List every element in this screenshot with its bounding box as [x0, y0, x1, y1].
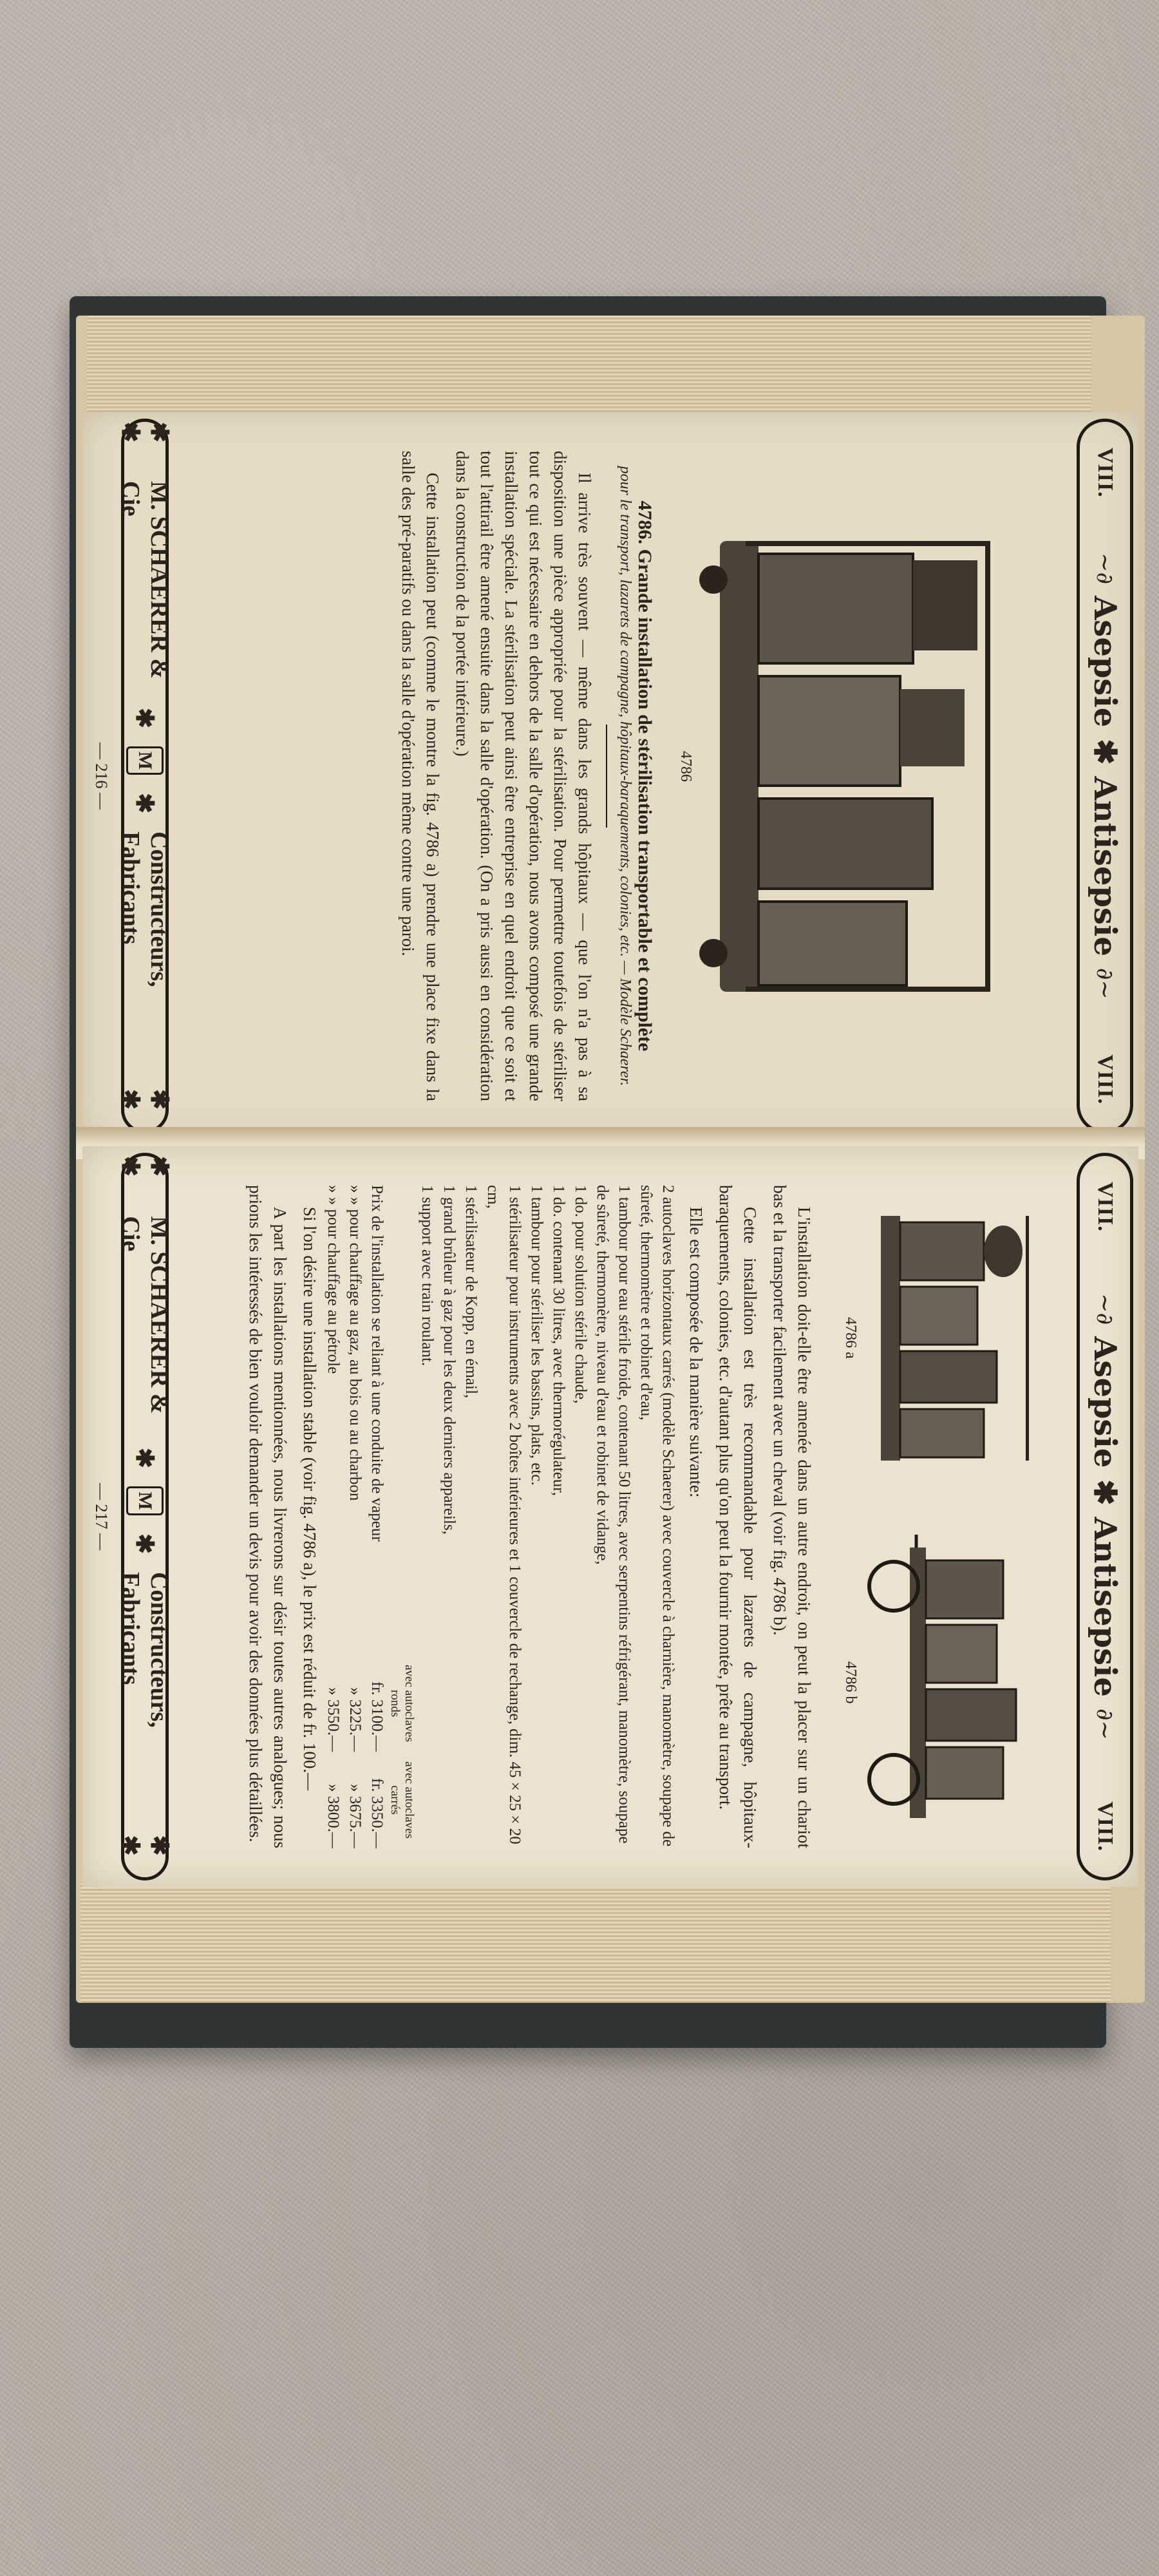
- list-item: 1 tambour pour eau stérile froide, contenant 50 litres, avec serpentins réfrigérant, manomètre, soupape de sûreté, thermomètre, niveau d'eau et robinet de vidange,: [594, 1185, 633, 1844]
- section-label-right: VIII.: [1093, 1054, 1117, 1104]
- monogram-logo-icon: M: [126, 1486, 164, 1515]
- asterisk-icon: ✱: [131, 1448, 158, 1468]
- asterisk-icon: ✱ ✱: [117, 1156, 173, 1177]
- swirl-ornament-icon: ~∂: [1091, 553, 1118, 585]
- paragraph: Elle est composée de la manière suivante:: [686, 1207, 706, 1498]
- left-page-header: [1077, 419, 1133, 1133]
- figure-4786a: [836, 1203, 1055, 1473]
- figure-subcaption: pour le transport, lazarets de campagne, hôpitaux-baraquements, colonies, etc. — Modèle Schaerer.: [617, 466, 634, 1086]
- asterisk-icon: ✱ ✱: [117, 422, 173, 442]
- list-item: 1 tambour pour stériliser les bassins, plats, etc.: [528, 1185, 545, 1486]
- figure-number: 4786 a: [842, 1317, 859, 1359]
- monogram-logo-icon: M: [126, 746, 164, 775]
- cart-installation-illustration: [862, 1535, 1055, 1831]
- swirl-ornament-icon: ∂~: [1091, 1708, 1118, 1740]
- paragraph: Cette installation est très recommandable pour lazarets de campagne, hôpitaux-baraquements, colonies, etc. d'autant plus qu'on peut la fournir montée, prête au transport.: [716, 1185, 760, 1848]
- paragraph: Il arrive très souvent — même dans les grands hôpitaux — que l'on n'a pas à sa disposition une pièce appropriée pour la stérilisation. Pour permettre toutefois de stériliser tout ce qui est nécessaire en dehors de la salle d'opération, nous avons composé une grande installation spéciale. La stérilisation peut ainsi être entreprise en quel endroit que ce soit et tout l'attirail être amené ensuite dans la salle d'opération. (On a pris aussi en considération dans la construction de la portée intérieure.): [453, 451, 594, 1101]
- section-label: VIII.: [1093, 1182, 1117, 1232]
- section-label: VIII.: [1093, 448, 1117, 498]
- figure-4786b: [836, 1535, 1055, 1831]
- asterisk-icon: ✱ ✱: [117, 1089, 173, 1110]
- list-item: 1 do. contenant 30 litres, avec thermorégulateur,: [550, 1185, 567, 1496]
- paragraph: Cette installation peut (comme le montre la fig. 4786 a) prendre une place fixe dans la salle des pré-paratifs ou dans la salle d'opération même contre une paroi.: [399, 451, 442, 1101]
- asterisk-icon: ✱: [131, 1533, 158, 1554]
- company-tagline: Constructeurs, Fabricants: [117, 831, 173, 987]
- list-item: 1 stérilisateur de Kopp, en émail,: [462, 1185, 480, 1399]
- figure-number: 4786: [677, 751, 694, 782]
- paragraph: A part les installations mentionnées, nous livrerons sur désir toutes autres analogues; nous prions les intéressés de bien vouloir demander un devis pour avoir des données plus détaillées.: [246, 1185, 290, 1848]
- company-name: M. SCHAERER & Cie: [117, 1216, 173, 1414]
- figure-number: 4786 b: [842, 1661, 859, 1704]
- price-row: Prix de l'installation se reliant à une conduite de vapeur fr. 3100.— fr. 3350.—: [368, 1185, 386, 1848]
- section-title: ~∂ Asepsie ✱ Antisepsie ∂~: [1087, 553, 1123, 999]
- company-name: M. SCHAERER & Cie: [117, 480, 173, 679]
- asterisk-icon: ✱: [1087, 739, 1123, 765]
- figures-row: [836, 1172, 1055, 1861]
- page-number: — 216 —: [92, 743, 111, 810]
- section-label-right: VIII.: [1093, 1801, 1117, 1852]
- section-title: ~∂ Asepsie ✱ Antisepsie ∂~: [1087, 1293, 1123, 1740]
- page-number: — 217 —: [92, 1483, 111, 1550]
- asterisk-icon: ✱ ✱: [117, 1835, 173, 1856]
- sterilisation-installation-illustration: [694, 515, 1029, 1018]
- company-tagline: Constructeurs, Fabricants: [117, 1572, 173, 1728]
- left-page-footer: [117, 419, 173, 1133]
- asterisk-icon: ✱: [131, 708, 158, 728]
- list-item: 1 stérilisateur pour instruments avec 2 boîtes intérieures et 1 couvercle de rechange, dim. 45 × 25 × 20 cm,: [484, 1185, 523, 1844]
- left-page: [82, 412, 1138, 1140]
- right-page-footer: [117, 1153, 173, 1880]
- price-row: » » pour chauffage au gaz, au bois ou au charbon » 3225.— » 3675.—: [346, 1185, 364, 1848]
- paragraph: L'installation doit-elle être amenée dans un autre endroit, on peut la placer sur un chariot bas et la transporter facilement avec un cheval (voir fig. 4786 b).: [770, 1185, 814, 1848]
- list-item: 1 grand brûleur à gaz pour les deux derniers appareils,: [440, 1185, 458, 1535]
- stationary-installation-illustration: [862, 1203, 1055, 1473]
- page-edges-bottom: [80, 1880, 1111, 2003]
- right-page-body: [238, 1185, 816, 1848]
- paragraph: Si l'on désire une installation stable (voir fig. 4786 a), le prix est réduit de fr. 100.—: [300, 1207, 319, 1791]
- right-page: [82, 1146, 1138, 1887]
- left-page-body: [396, 451, 597, 1101]
- price-table-header: [388, 1185, 416, 1848]
- price-column-header: avec autoclaves ronds: [388, 1665, 416, 1742]
- swirl-ornament-icon: ∂~: [1091, 967, 1118, 999]
- swirl-ornament-icon: ~∂: [1091, 1293, 1118, 1325]
- asterisk-icon: ✱: [1087, 1479, 1123, 1506]
- price-row: » » pour chauffage au pétrole » 3550.— » 3800.—: [325, 1185, 342, 1848]
- figure-caption: 4786. Grande installation de stérilisation transportable et complète: [634, 500, 655, 1052]
- right-page-header: [1077, 1153, 1133, 1880]
- list-item: 2 autoclaves horizontaux carrés (modèle Schaerer) avec couvercle à charnière, manomètre, soupape de sûreté, thermomètre et robinet d'eau,: [637, 1185, 677, 1847]
- figure-4786: [677, 515, 1029, 1018]
- divider: [606, 724, 607, 828]
- price-column-header: avec autoclaves carrés: [388, 1761, 416, 1839]
- list-item: 1 do. pour solution stérile chaude,: [572, 1185, 589, 1404]
- list-item: 1 support avec train roulant.: [419, 1185, 436, 1367]
- asterisk-icon: ✱: [131, 793, 158, 814]
